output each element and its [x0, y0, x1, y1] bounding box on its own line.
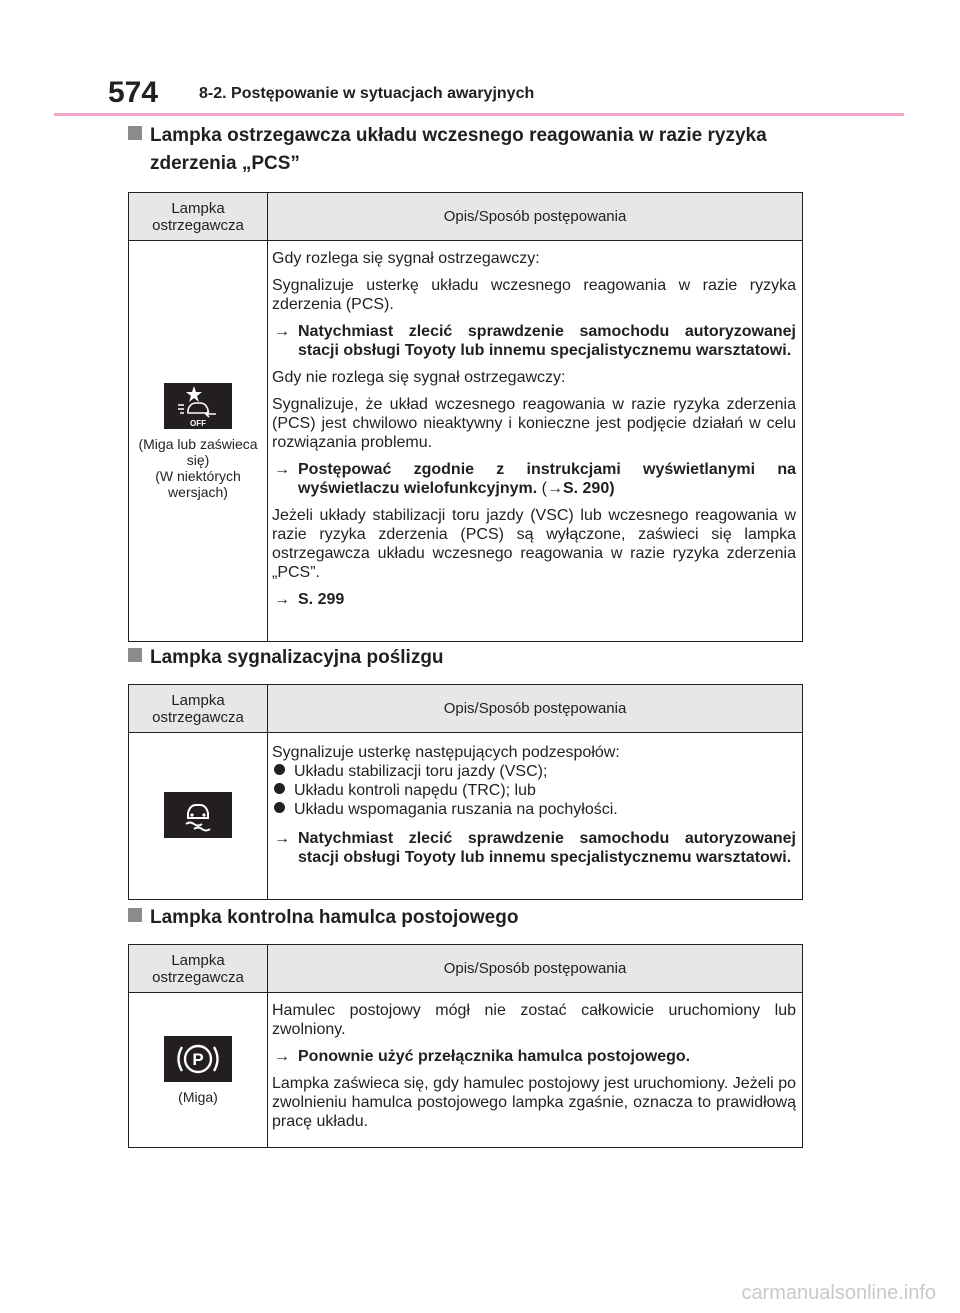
section-title-slip: Lampka sygnalizacyjna poślizgu — [128, 644, 818, 672]
page-header — [108, 76, 908, 116]
list-item: Układu kontroli napędu (TRC); lub — [272, 781, 796, 800]
action-item: → Ponownie użyć przełącznika hamulca postojowego. — [274, 1048, 691, 1065]
list-item: Układu wspomagania ruszania na pochyłości. — [272, 800, 796, 819]
description-cell — [268, 993, 803, 1148]
list-item: Układu stabilizacji toru jazdy (VSC); — [272, 762, 796, 781]
arrow-icon: → — [274, 461, 290, 478]
pcs-off-icon — [164, 383, 232, 429]
page-reference-link[interactable]: S. 299 — [298, 591, 345, 608]
desc-paragraph: Gdy nie rozlega się sygnał ostrzegawczy: — [272, 369, 566, 386]
action-item — [272, 590, 796, 609]
desc-paragraph: Sygnalizuje usterkę układu wczesnego reagowania w razie ryzyka zderzenia (PCS). — [272, 277, 796, 313]
svg-text:OFF: OFF — [190, 418, 206, 428]
column-header-desc: Opis/Sposób postępowania — [268, 193, 803, 241]
parking-brake-table — [128, 944, 803, 1148]
arrow-icon: → — [274, 1048, 290, 1065]
svg-text:P: P — [192, 1049, 204, 1069]
section-square-icon — [128, 648, 142, 662]
section-title-pcs: Lampka ostrzegawcza układu wczesnego reagowania w razie ryzyka zderzenia „PCS” — [128, 122, 818, 178]
page-reference-link[interactable]: S. 290 — [562, 480, 610, 497]
column-header-lamp: Lampka ostrzegawcza — [129, 945, 268, 993]
desc-paragraph: Lampka zaświeca się, gdy hamulec postojowy jest uruchomiony. Jeżeli po zwolnieniu hamulca postojowego lampka zgaśnie, oznacza to prawidłową pracę układu. — [272, 1075, 796, 1130]
arrow-icon: → — [546, 480, 563, 497]
pcs-table — [128, 192, 803, 642]
desc-paragraph: Gdy rozlega się sygnał ostrzegawczy: — [272, 250, 540, 267]
description-cell — [268, 733, 803, 900]
desc-paragraph: Sygnalizuje usterkę następujących podzespołów: — [272, 744, 620, 761]
lamp-caption: (Miga) — [178, 1088, 218, 1105]
section-title-parking-brake: Lampka kontrolna hamulca postojowego — [128, 904, 818, 932]
slip-indicator-icon — [164, 792, 232, 838]
lamp-cell — [129, 993, 268, 1148]
column-header-lamp: Lampka ostrzegawcza — [129, 193, 268, 241]
arrow-icon: → — [274, 323, 290, 340]
desc-paragraph: Sygnalizuje, że układ wczesnego reagowania w razie ryzyka zderzenia (PCS) jest chwilowo nieaktywny i konieczne jest podjęcie działań w celu rozwiązania problemu. — [272, 396, 796, 451]
action-item: → Natychmiast zlecić sprawdzenie samochodu autoryzowanej stacji obsługi Toyoty lub innemu specjalistycznemu warsztatowi. — [274, 830, 796, 866]
action-item: → Postępować zgodnie z instrukcjami wyświetlanymi na wyświetlaczu wielofunkcyjnym. (→S. 290) — [274, 461, 796, 497]
lamp-cell — [129, 241, 268, 642]
section-square-icon — [128, 908, 142, 922]
slip-table — [128, 684, 803, 900]
lamp-caption-variant: (W niektórych wersjach) — [155, 467, 241, 500]
parking-brake-icon — [164, 1036, 232, 1082]
lamp-cell — [129, 733, 268, 900]
section-square-icon — [128, 126, 142, 140]
lamp-caption: (Miga lub zaświeca się) — [138, 435, 258, 468]
column-header-desc: Opis/Sposób postępowania — [268, 685, 803, 733]
chapter-title: 8-2. Postępowanie w sytuacjach awaryjnych — [199, 85, 535, 102]
column-header-lamp: Lampka ostrzegawcza — [129, 685, 268, 733]
page-number: 574 — [108, 76, 159, 109]
desc-paragraph: Jeżeli układy stabilizacji toru jazdy (VSC) lub wczesnego reagowania w razie ryzyka zderzenia (PCS) są wyłączone, zaświeci się lampka ostrzegawcza układu wczesnego reagowania w razie ryzyka zderzenia „PCS”. — [272, 507, 796, 581]
arrow-icon: → — [274, 830, 290, 847]
action-item: → Natychmiast zlecić sprawdzenie samochodu autoryzowanej stacji obsługi Toyoty lub innemu specjalistycznemu warsztatowi. — [274, 323, 796, 359]
watermark: carmanualsonline.info — [741, 1282, 936, 1304]
description-cell — [268, 241, 803, 642]
header-rule — [54, 113, 904, 116]
desc-paragraph: Hamulec postojowy mógł nie zostać całkowicie uruchomiony lub zwolniony. — [272, 1002, 796, 1038]
arrow-icon: → — [274, 591, 290, 608]
column-header-desc: Opis/Sposób postępowania — [268, 945, 803, 993]
